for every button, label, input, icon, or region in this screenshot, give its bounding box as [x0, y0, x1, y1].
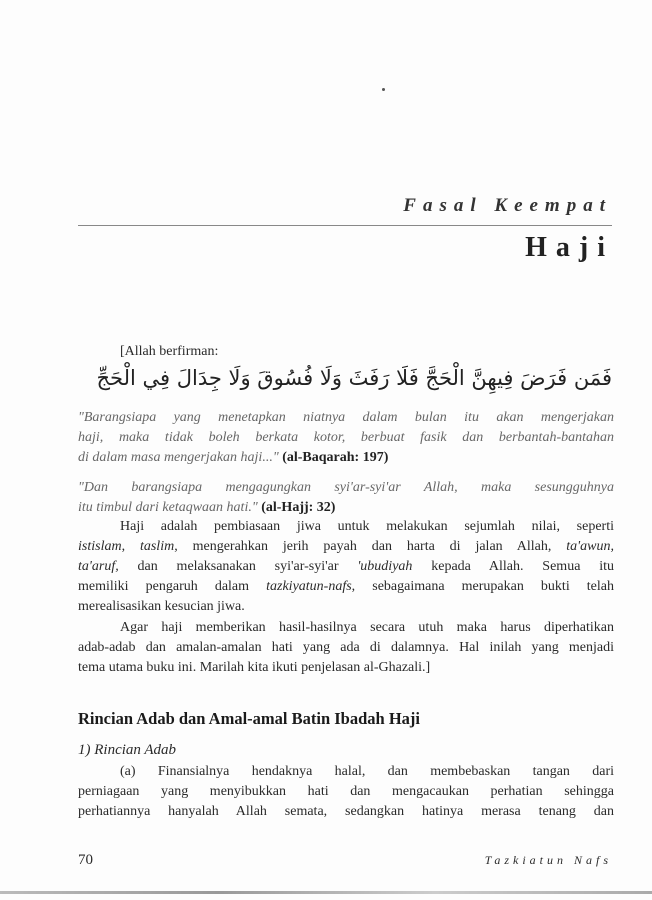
running-head: Tazkiatun Nafs	[484, 853, 612, 867]
text-segment: [Allah berfirman:	[120, 344, 219, 359]
text-line	[78, 537, 614, 557]
intro-text	[78, 342, 614, 362]
text-line	[78, 577, 614, 597]
chapter-label: Fasal Keempat	[403, 195, 612, 216]
text-line	[78, 597, 614, 617]
text-segment: itu timbul dari ketaqwaan hati."	[78, 500, 262, 515]
text-line	[78, 342, 614, 362]
text-line	[78, 638, 614, 658]
text-line	[78, 782, 614, 802]
text-segment: istislam	[78, 539, 122, 554]
text-line	[78, 478, 614, 498]
scan-speck	[382, 88, 385, 91]
text-segment: ta'awun,	[566, 539, 614, 554]
text-line	[78, 448, 614, 468]
text-segment: (al-Hajj: 32)	[261, 500, 336, 515]
chapter-rule	[78, 225, 612, 226]
text-segment: ta'aruf,	[78, 559, 119, 574]
paragraph-3	[78, 762, 614, 822]
text-segment: , sebagaimana merupakan bukti telah	[351, 579, 614, 594]
text-segment: Haji adalah pembiasaan jiwa untuk melakukan sejumlah nilai, seperti	[120, 519, 614, 534]
text-line	[78, 428, 614, 448]
text-line	[78, 517, 614, 537]
text-line	[78, 658, 614, 678]
text-segment: ,	[121, 539, 140, 554]
text-line	[78, 557, 614, 577]
text-segment: dan melaksanakan syi'ar-syi'ar	[118, 559, 358, 574]
subsection-heading: 1) Rincian Adab	[78, 742, 177, 758]
text-segment: tazkiyatun-nafs	[266, 579, 352, 594]
chapter-title: Haji	[525, 232, 614, 263]
text-segment: 'ubudiyah	[357, 559, 413, 574]
quote-al-baqarah	[78, 408, 614, 468]
page-edge	[0, 891, 652, 894]
text-segment: perhatiannya hanyalah Allah semata, sedangkan hatinya merasa tenang dan	[78, 804, 614, 819]
text-segment: (a) Finansialnya hendaknya halal, dan membebaskan tangan dari	[120, 764, 614, 779]
text-segment: , mengerahkan jerih payah dan harta di jalan Allah,	[174, 539, 567, 554]
text-segment: perniagaan yang menyibukkan hati dan mengacaukan perhatian sehingga	[78, 784, 614, 799]
text-segment: di dalam masa mengerjakan haji..."	[78, 450, 283, 465]
section-heading: Rincian Adab dan Amal-amal Batin Ibadah Haji	[78, 709, 421, 728]
text-segment: Agar haji memberikan hasil-hasilnya secara utuh maka harus diperhatikan	[120, 620, 614, 635]
text-segment: taslim	[139, 539, 175, 554]
text-segment: (al-Baqarah: 197)	[282, 450, 389, 465]
page-number: 70	[78, 852, 93, 868]
text-segment: adab-adab dan amalan-amalan hati yang ada di dalamnya. Hal inilah yang menjadi	[78, 640, 614, 655]
text-segment: "Barangsiapa yang menetapkan niatnya dalam bulan itu akan mengerjakan	[78, 410, 614, 425]
text-segment: merealisasikan kesucian jiwa.	[78, 599, 245, 614]
text-line	[78, 802, 614, 822]
arabic-verse: فَمَن فَرَضَ فِيهِنَّ الْحَجَّ فَلَا رَفَثَ وَلَا فُسُوقَ وَلَا جِدَالَ فِي الْحَجِّ	[96, 366, 612, 390]
text-segment: "Dan barangsiapa mengagungkan syi'ar-syi'ar Allah, maka sesungguhnya	[78, 480, 614, 495]
quote-al-hajj	[78, 478, 614, 518]
text-segment: memiliki pengaruh dalam	[78, 579, 267, 594]
text-line	[78, 762, 614, 782]
paragraph-2	[78, 618, 614, 678]
paragraph-1	[78, 517, 614, 617]
text-segment: haji, maka tidak boleh berkata kotor, berbuat fasik dan berbantah-bantahan	[78, 430, 614, 445]
text-segment: kepada Allah. Semua itu	[412, 559, 614, 574]
text-line	[78, 618, 614, 638]
text-line	[78, 498, 614, 518]
text-line	[78, 408, 614, 428]
text-segment: tema utama buku ini. Marilah kita ikuti penjelasan al-Ghazali.]	[78, 660, 431, 675]
